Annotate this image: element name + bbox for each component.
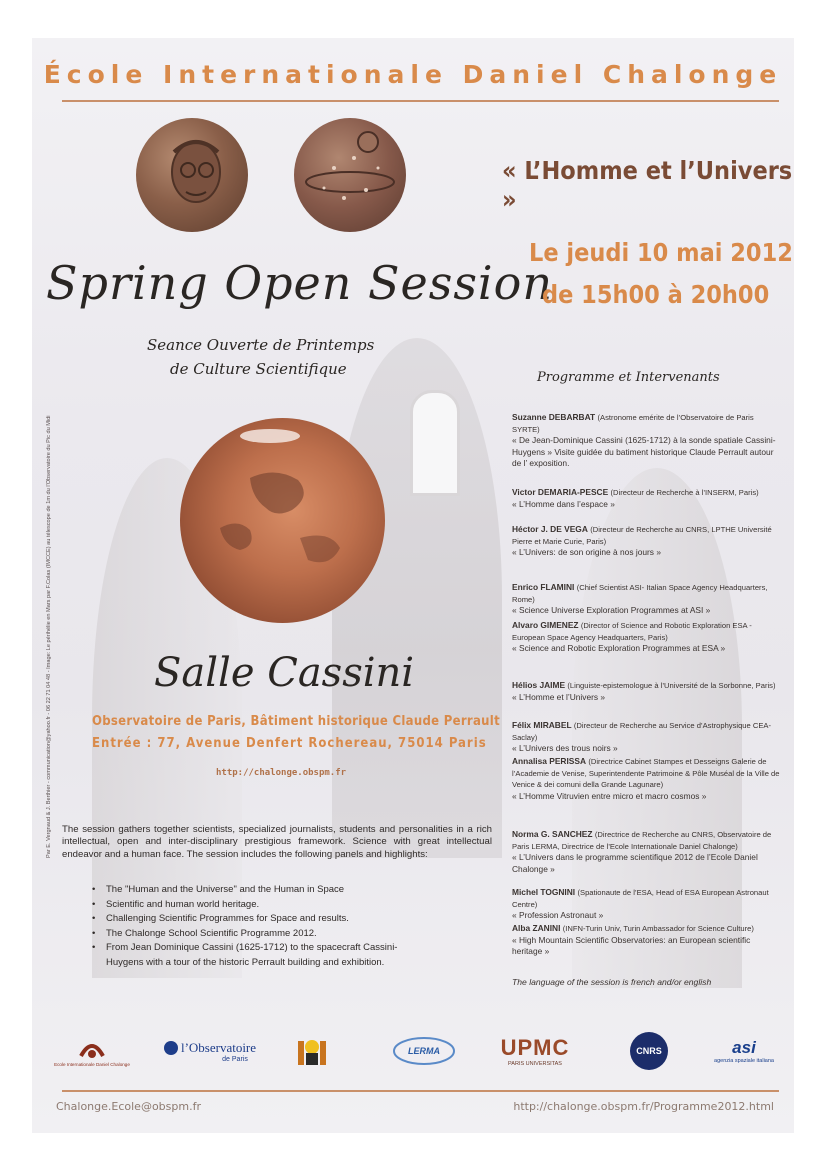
speaker-talk: « L’Univers: de son origine à nos jours »	[512, 547, 661, 557]
lerma-logo-text: LERMA	[408, 1046, 440, 1056]
speaker-name: Annalisa PERISSA	[512, 756, 587, 766]
speaker-affiliation: (Linguiste-epistemologue à l’Université de la Sorbonne, Paris)	[567, 681, 776, 690]
speaker-item	[512, 412, 780, 470]
asi-logo-text: asi	[732, 1038, 756, 1057]
description-intro: The session gathers together scientists, specialized journalists, students and personalities in a rich intellectual, open and inter-disciplinary prestigious framework. Science with great intellectual endeavor and a human face. The session includes the following panels and highlights:	[62, 824, 492, 860]
top-rule	[62, 100, 779, 102]
speaker-name: Alvaro GIMENEZ	[512, 620, 579, 630]
highlight-item: • From Jean Dominique Cassini (1625-1712) to the spacecraft Cassini-Huygens with a tour of the historic Perrault building and exhibition.	[106, 941, 406, 970]
speaker-affiliation: (Astronome emérite de l’Observatoire de Paris SYRTE)	[512, 413, 754, 434]
footer-rule	[62, 1090, 779, 1092]
credits-text: Par E. Vergnaud & J. Berthier - communication@yahoo.fr - 06 22 71 04 48 - Image: Le périhélie en Mars par F.Colas (IMCCE) au télescope de 1m du l’Observatoire du Pic du Midi	[46, 415, 52, 858]
background-window	[410, 390, 460, 496]
highlights-list	[92, 883, 406, 971]
footer-url-link[interactable]: http://chalonge.obspm.fr/Programme2012.html	[513, 1100, 774, 1113]
highlight-item: • Scientific and human world heritage.	[106, 898, 406, 913]
speaker-item	[512, 487, 780, 510]
footer-email-link[interactable]: Chalonge.Ecole@obspm.fr	[56, 1100, 201, 1113]
observatoire-logo	[160, 1028, 260, 1074]
speaker-talk: « Profession Astronaut »	[512, 910, 604, 920]
speaker-item	[512, 756, 780, 802]
speaker-item	[512, 887, 780, 922]
speaker-affiliation: (Directeur de Recherche au Service d’Astrophysique CEA-Saclay)	[512, 721, 771, 742]
portrait-medal-image	[136, 118, 248, 232]
observatoire-logo-subtext: de Paris	[222, 1055, 248, 1063]
highlight-item: • Challenging Scientific Programmes for Space and results.	[106, 912, 406, 927]
speaker-name: Héctor J. DE VEGA	[512, 524, 588, 534]
speaker-talk: « L’Homme Vitruvien entre micro et macro cosmos »	[512, 790, 707, 801]
highlight-item: • The Chalonge School Scientific Programme 2012.	[106, 927, 406, 942]
speaker-talk: « L’Univers des trous noirs »	[512, 743, 618, 753]
venue-address-1: Observatoire de Paris, Bâtiment historique Claude Perrault	[92, 714, 500, 729]
programme-heading: Programme et Intervenants	[537, 370, 720, 385]
speaker-item	[512, 680, 780, 703]
chalonge-logo	[52, 1028, 132, 1074]
speaker-name: Suzanne DEBARBAT	[512, 412, 596, 422]
asi-logo-subtext: agenzia spaziale italiana	[714, 1058, 774, 1064]
speaker-affiliation: (Directeur de Recherche à l’INSERM, Paris)	[610, 488, 759, 497]
credits	[46, 415, 56, 858]
cnrs-logo	[626, 1028, 672, 1074]
language-note: The language of the session is french and/or english	[512, 977, 712, 987]
speaker-item	[512, 720, 780, 755]
speaker-talk: « De Jean-Dominique Cassini (1625-1712) à la sonde spatiale Cassini-Huygens » Visite guidée du batiment historique Claude Perrault autour de l’ exposition.	[512, 435, 776, 468]
speaker-talk: « L’Univers dans le programme scientifique 2012 de l’Ecole Daniel Chalonge »	[512, 852, 758, 874]
speaker-name: Victor DEMARIA-PESCE	[512, 487, 609, 497]
speaker-affiliation: (Chief Scientist ASI- Italian Space Agency Headquarters, Rome)	[512, 583, 768, 604]
observatoire-dot-icon	[164, 1041, 178, 1055]
asi-logo	[704, 1028, 784, 1074]
speaker-affiliation: (Directrice Cabinet Stampes et Desseigns Galerie de l’Academie de Venise, Superintendente Patrimoine & Pôle Muséal de la Ville de Venice & dei comuni della Grande Lagunare)	[512, 757, 780, 789]
speaker-affiliation: (Directrice de Recherche au CNRS, Observatoire de Paris LERMA, Directrice de l’Ecole Internationale Daniel Chalonge)	[512, 830, 772, 851]
speaker-item	[512, 620, 780, 655]
speaker-name: Félix MIRABEL	[512, 720, 572, 730]
highlight-item: • The "Human and the Universe" and the Human in Space	[106, 883, 406, 898]
venue-room: Salle Cassini	[154, 650, 415, 696]
venue-address-2: Entrée : 77, Avenue Denfert Rochereau, 75014 Paris	[92, 736, 487, 751]
speaker-item	[512, 582, 780, 617]
event-subtitle-2: de Culture Scientifique	[170, 360, 347, 378]
speaker-talk: « Science and Robotic Exploration Programmes at ESA »	[512, 643, 726, 653]
mars-planet-image	[180, 418, 385, 623]
speaker-item	[512, 829, 780, 875]
speaker-item	[512, 923, 780, 958]
speaker-affiliation: (INFN-Turin Univ, Turin Ambassador for Science Culture)	[562, 924, 754, 933]
speaker-talk: « L’Homme et l’Univers »	[512, 691, 606, 702]
upmc-logo-text: UPMC	[500, 1035, 570, 1060]
speaker-affiliation: (Directeur de Recherche au CNRS, LPTHE Université Pierre et Marie Curie, Paris)	[512, 525, 772, 546]
speaker-talk: « Science Universe Exploration Programmes at ASI »	[512, 605, 711, 615]
upmc-logo-subtext: PARIS UNIVERSITAS	[508, 1061, 562, 1067]
event-theme: « L’Homme et l’Univers »	[502, 156, 793, 214]
event-time: de 15h00 à 20h00	[542, 280, 770, 309]
speaker-item	[512, 524, 780, 559]
speaker-affiliation: (Director of Science and Robotic Exploration ESA - European Space Agency Headquarters, Paris)	[512, 621, 752, 642]
speaker-name: Michel TOGNINI	[512, 887, 576, 897]
upmc-logo	[490, 1028, 580, 1074]
speaker-talk: « L’Homme dans l’espace »	[512, 498, 615, 509]
speaker-name: Enrico FLAMINI	[512, 582, 575, 592]
speaker-name: Alba ZANINI	[512, 923, 561, 933]
speaker-affiliation: (Spationaute de l’ESA, Head of ESA European Astronaut Centre)	[512, 888, 769, 909]
chalonge-logo-text: Ecole Internationale Daniel Chalonge	[54, 1061, 130, 1067]
poster	[32, 38, 794, 1133]
speaker-talk: « High Mountain Scientific Observatories: an European scientific heritage »	[512, 934, 751, 956]
sun-logo	[292, 1028, 332, 1074]
speaker-name: Norma G. SANCHEZ	[512, 829, 593, 839]
venue-url-link[interactable]: http://chalonge.obspm.fr	[216, 768, 347, 778]
speaker-name: Hélios JAIME	[512, 680, 566, 690]
lerma-logo	[384, 1028, 464, 1074]
event-name: Spring Open Session	[46, 256, 553, 310]
globe-medal-image	[294, 118, 406, 232]
school-title: École Internationale Daniel Chalonge	[43, 60, 783, 89]
observatoire-logo-text: l’Observatoire	[180, 1039, 257, 1055]
event-subtitle-1: Seance Ouverte de Printemps	[147, 336, 375, 354]
event-date: Le jeudi 10 mai 2012	[529, 238, 793, 267]
cnrs-logo-text: CNRS	[636, 1046, 662, 1056]
